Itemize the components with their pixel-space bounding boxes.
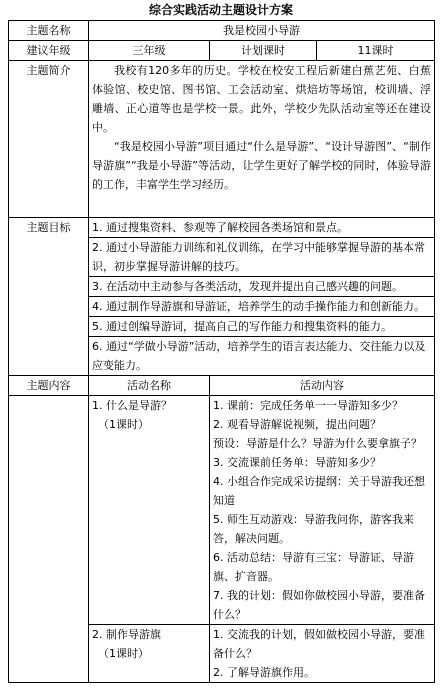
activity-step: 预设：导游是什么？导游为什么要拿旗子？ <box>213 437 422 450</box>
content-blank-cell <box>9 396 89 683</box>
activity-name: 1. 什么是导游？ <box>92 399 172 412</box>
intro-paragraph: 我校有120多年的历史。学校在校安工程后新建白蕉艺苑、白蕉体验馆、校史馆、图书馆、工会活动室、烘焙坊等场馆，校训墙、浮雕墙、正心道等也是学校一景。此外，学校少先队活动室等还在建设中。 <box>92 64 431 134</box>
activity-step: 1. 交流我的计划，假如做校园小导游，要准备什么？ <box>213 628 425 660</box>
theme-name-value: 我是校园小导游 <box>89 21 435 41</box>
activity-step: 2. 了解导游旗作用。 <box>213 666 315 679</box>
activity-step: 3. 交流课前任务单：导游知多少？ <box>213 456 381 469</box>
hours-label: 计划课时 <box>210 41 317 61</box>
grade-value: 三年级 <box>89 41 210 61</box>
activity-step: 1. 课前：完成任务单一一导游知多少？ <box>213 399 403 412</box>
activity-hours: （1课时） <box>98 647 149 660</box>
goals-list <box>89 218 435 376</box>
row-theme-name <box>9 21 435 41</box>
activity-2-name-cell <box>89 625 210 683</box>
activity-1-steps <box>210 396 435 625</box>
activity-step: 4. 小组合作完成采访提纲：关于导游我还想知道 <box>213 475 425 507</box>
theme-name-label: 主题名称 <box>9 21 89 41</box>
row-grade <box>9 41 435 61</box>
activity-name: 2. 制作导游旗 <box>92 628 161 641</box>
grade-label: 建议年级 <box>9 41 89 61</box>
activity-step: 5. 师生互动游戏：导游我问你，游客我来答，解决问题。 <box>213 513 414 545</box>
goal-item: 2. 通过小导游能力训练和礼仪训练，在学习中能够掌握导游的基本常识，初步掌握导游讲解的技巧。 <box>89 238 434 277</box>
activity-name-header: 活动名称 <box>89 376 210 396</box>
intro-paragraph: “我是校园小导游”项目通过“什么是导游”、“设计导游图”、“制作导游旗”“我是小导游”等活动，让学生更好了解学校的同时，体验导游的工作，丰富学生学习经历。 <box>92 140 431 191</box>
row-activity-1 <box>9 396 435 625</box>
goal-item: 5. 通过创编导游词，提高自己的写作能力和搜集资料的能力。 <box>89 317 434 337</box>
activity-step: 7. 我的计划：假如你做校园小导游，要准备什么？ <box>213 589 425 621</box>
activity-1-name-cell <box>89 396 210 625</box>
hours-value: 11课时 <box>317 41 435 61</box>
activity-step: 2. 观看导游解说视频，提出问题？ <box>213 418 381 431</box>
row-goals <box>9 218 435 376</box>
row-intro <box>9 61 435 218</box>
goal-item: 6. 通过“学做小导游”活动，培养学生的语言表达能力、交往能力以及应变能力。 <box>92 340 426 372</box>
goals-label: 主题目标 <box>9 218 89 376</box>
plan-table <box>8 20 435 683</box>
goal-item: 4. 通过制作导游旗和导游证，培养学生的动手操作能力和创新能力。 <box>89 297 434 317</box>
row-content-header <box>9 376 435 396</box>
activity-content-header: 活动内容 <box>210 376 435 396</box>
intro-text <box>89 61 435 218</box>
intro-label: 主题简介 <box>9 61 89 218</box>
goal-item: 1. 通过搜集资料、参观等了解校园各类场馆和景点。 <box>89 218 434 238</box>
activity-step: 6. 活动总结：导游有三宝：导游证、导游旗、扩音器。 <box>213 551 414 583</box>
document-title: 综合实践活动主题设计方案 <box>148 3 293 17</box>
goal-item: 3. 在活动中主动参与各类活动，发现并提出自己感兴趣的问题。 <box>89 277 434 297</box>
activity-hours: （1课时） <box>98 418 149 431</box>
content-label: 主题内容 <box>9 376 89 396</box>
activity-2-steps <box>210 625 435 683</box>
